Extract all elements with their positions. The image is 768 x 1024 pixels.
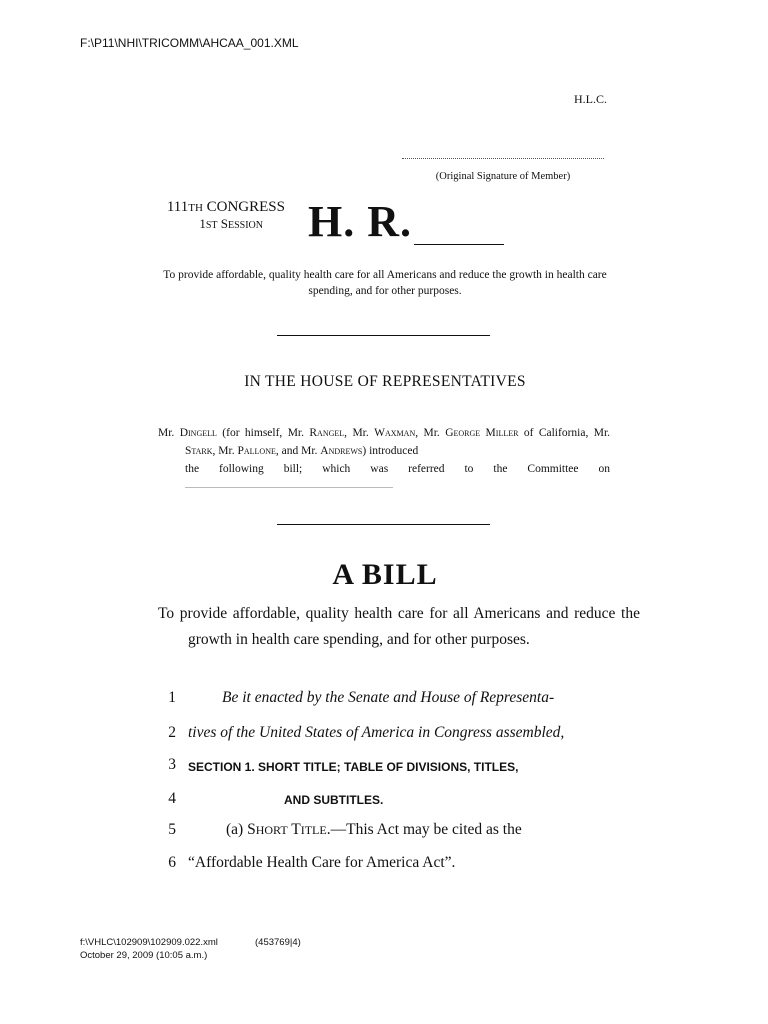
bill-heading: A BILL — [332, 558, 438, 591]
footer-date: October 29, 2009 (10:05 a.m.) — [80, 950, 208, 961]
footer-file-path: f:\VHLC\102909\102909.022.xml — [80, 937, 218, 948]
footer-document-id: (453769|4) — [255, 937, 301, 948]
purpose-summary: To provide affordable, quality health care for all Americans and reduce the growth in health care spending, and for other purposes. — [163, 269, 607, 297]
enacting-clause: Be it enacted by the Senate and House of Representa- — [222, 689, 555, 706]
section-heading: SECTION 1. SHORT TITLE; TABLE OF DIVISIONS, TITLES, — [188, 760, 519, 774]
long-title: To provide affordable, quality health care for all Americans and reduce the growth in health care spending, and for other purposes. — [158, 605, 640, 648]
section-heading: AND SUBTITLES. — [284, 793, 384, 807]
divider-rule — [277, 524, 490, 525]
line-number: 1 — [168, 689, 176, 706]
bill-number-blank — [414, 244, 504, 245]
bill-prefix: H. R. — [308, 197, 412, 246]
office-code: H.L.C. — [574, 92, 607, 106]
enacting-clause: tives of the United States of America in Congress assembled, — [188, 724, 565, 741]
congress-number: 111TH CONGRESS — [166, 199, 285, 215]
line-number: 3 — [168, 756, 176, 773]
signature-line — [402, 158, 604, 159]
line-number: 2 — [168, 724, 176, 741]
line-number: 5 — [168, 821, 176, 838]
line-number: 4 — [168, 790, 176, 807]
line-number: 6 — [168, 854, 176, 871]
act-name: “Affordable Health Care for America Act”. — [188, 854, 456, 871]
signature-label: (Original Signature of Member) — [435, 171, 571, 182]
house-heading: IN THE HOUSE OF REPRESENTATIVES — [244, 373, 526, 390]
sponsors-paragraph: Mr. Dingell (for himself, Mr. Rangel, Mr. Waxman, Mr. George Miller of California, Mr. Stark, Mr. Pallone, and Mr. Andrews) introduced the following bill; which was referred to the Committee on — [158, 427, 611, 475]
short-title-subsection: (a) SHORT TITLE.—This Act may be cited as the — [226, 821, 522, 838]
session-number: 1ST SESSION — [199, 216, 263, 231]
divider-rule — [277, 335, 490, 336]
file-path: F:\P11\NHI\TRICOMM\AHCAA_001.XML — [80, 36, 299, 50]
committee-blank-line — [185, 487, 393, 488]
